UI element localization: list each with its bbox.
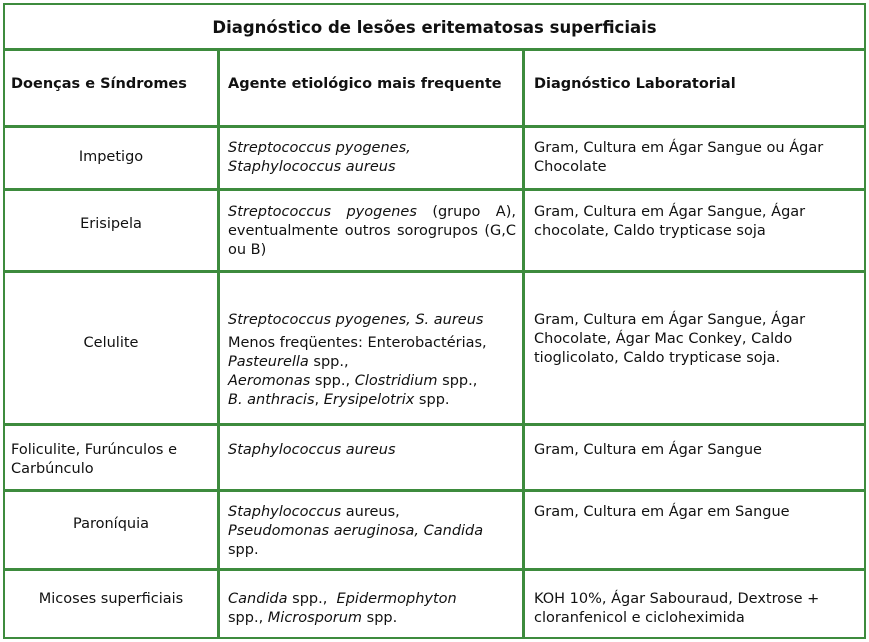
disease-cell: Celulite (83, 335, 139, 351)
agent-text: spp., (310, 373, 355, 389)
disease-cell: Impetigo (78, 149, 144, 165)
table-title: Diagnóstico de lesões eritematosas superficiais (5, 5, 864, 51)
column-divider (522, 51, 525, 637)
agent-cell (228, 203, 516, 260)
agent-cell (228, 503, 516, 560)
agent-text: Menos freqüentes: Enterobactérias, (228, 335, 487, 351)
agent-italic: Aeromonas (228, 373, 311, 389)
agent-text: (grupo A), eventualmente outros sorogrupos (G,C ou B) (228, 204, 516, 258)
agent-italic: Pseudomonas aeruginosa, Candida (228, 523, 484, 539)
row-divider (5, 188, 864, 191)
diagnosis-cell: Gram, Cultura em Ágar Sangue, Ágar chocolate, Caldo trypticase soja (534, 204, 806, 239)
agent-italic: Erysipelotrix (323, 392, 415, 408)
agent-cell (228, 590, 516, 628)
agent-text: spp., (308, 354, 349, 370)
agent-cell (228, 311, 516, 410)
diagnosis-cell: Gram, Cultura em Ágar Sangue, Ágar Chocolate, Ágar Mac Conkey, Caldo tioglicolato, Caldo trypticase soja. (534, 312, 806, 366)
column-divider (217, 51, 220, 637)
diagnosis-cell: KOH 10%, Ágar Sabouraud, Dextrose + cloranfenicol e cicloheximida (534, 591, 820, 626)
agent-italic: Streptococcus pyogenes (228, 204, 417, 220)
disease-cell: Paroníquia (72, 516, 150, 532)
agent-italic: Microsporum (267, 610, 363, 626)
agent-italic: Staphylococcus (228, 504, 342, 520)
row-divider (5, 125, 864, 128)
row-divider (5, 568, 864, 571)
row-divider (5, 423, 864, 426)
agent-text: spp. (228, 542, 259, 558)
agent-text: spp. (414, 392, 450, 408)
disease-cell: Micoses superficiais (38, 591, 184, 607)
disease-cell: Foliculite, Furúnculos e Carbúnculo (11, 442, 178, 477)
header-agent: Agente etiológico mais frequente (228, 76, 502, 92)
agent-extra (228, 334, 516, 410)
agent-italic: B. anthracis (228, 392, 315, 408)
agent-italic: Streptococcus pyogenes, (228, 140, 411, 156)
diagnosis-table (3, 3, 866, 639)
agent-italic: Clostridium (354, 373, 438, 389)
agent-text: spp. (362, 610, 398, 626)
agent-italic: Epidermophyton (336, 591, 457, 607)
agent-italic: Staphylococcus aureus (228, 159, 396, 175)
diagnosis-cell: Gram, Cultura em Ágar Sangue (534, 442, 762, 458)
agent-cell (228, 441, 516, 460)
header-diagnosis: Diagnóstico Laboratorial (534, 76, 736, 92)
row-divider (5, 489, 864, 492)
agent-text: spp., (228, 610, 268, 626)
agent-italic: Pasteurella (228, 354, 309, 370)
disease-cell: Erisipela (80, 216, 142, 232)
agent-italic: Staphylococcus aureus (228, 442, 396, 458)
agent-italic: Candida (228, 591, 288, 607)
row-divider (5, 270, 864, 273)
agent-text: aureus, (341, 504, 400, 520)
diagnosis-cell: Gram, Cultura em Ágar em Sangue (534, 504, 790, 520)
agent-text: spp., (437, 373, 478, 389)
agent-cell (228, 139, 516, 177)
agent-italic: Streptococcus pyogenes, S. aureus (228, 312, 484, 328)
agent-text: spp., (287, 591, 337, 607)
header-diseases: Doenças e Síndromes (11, 76, 187, 92)
diagnosis-cell: Gram, Cultura em Ágar Sangue ou Ágar Chocolate (534, 140, 824, 175)
agent-text: , (314, 392, 324, 408)
